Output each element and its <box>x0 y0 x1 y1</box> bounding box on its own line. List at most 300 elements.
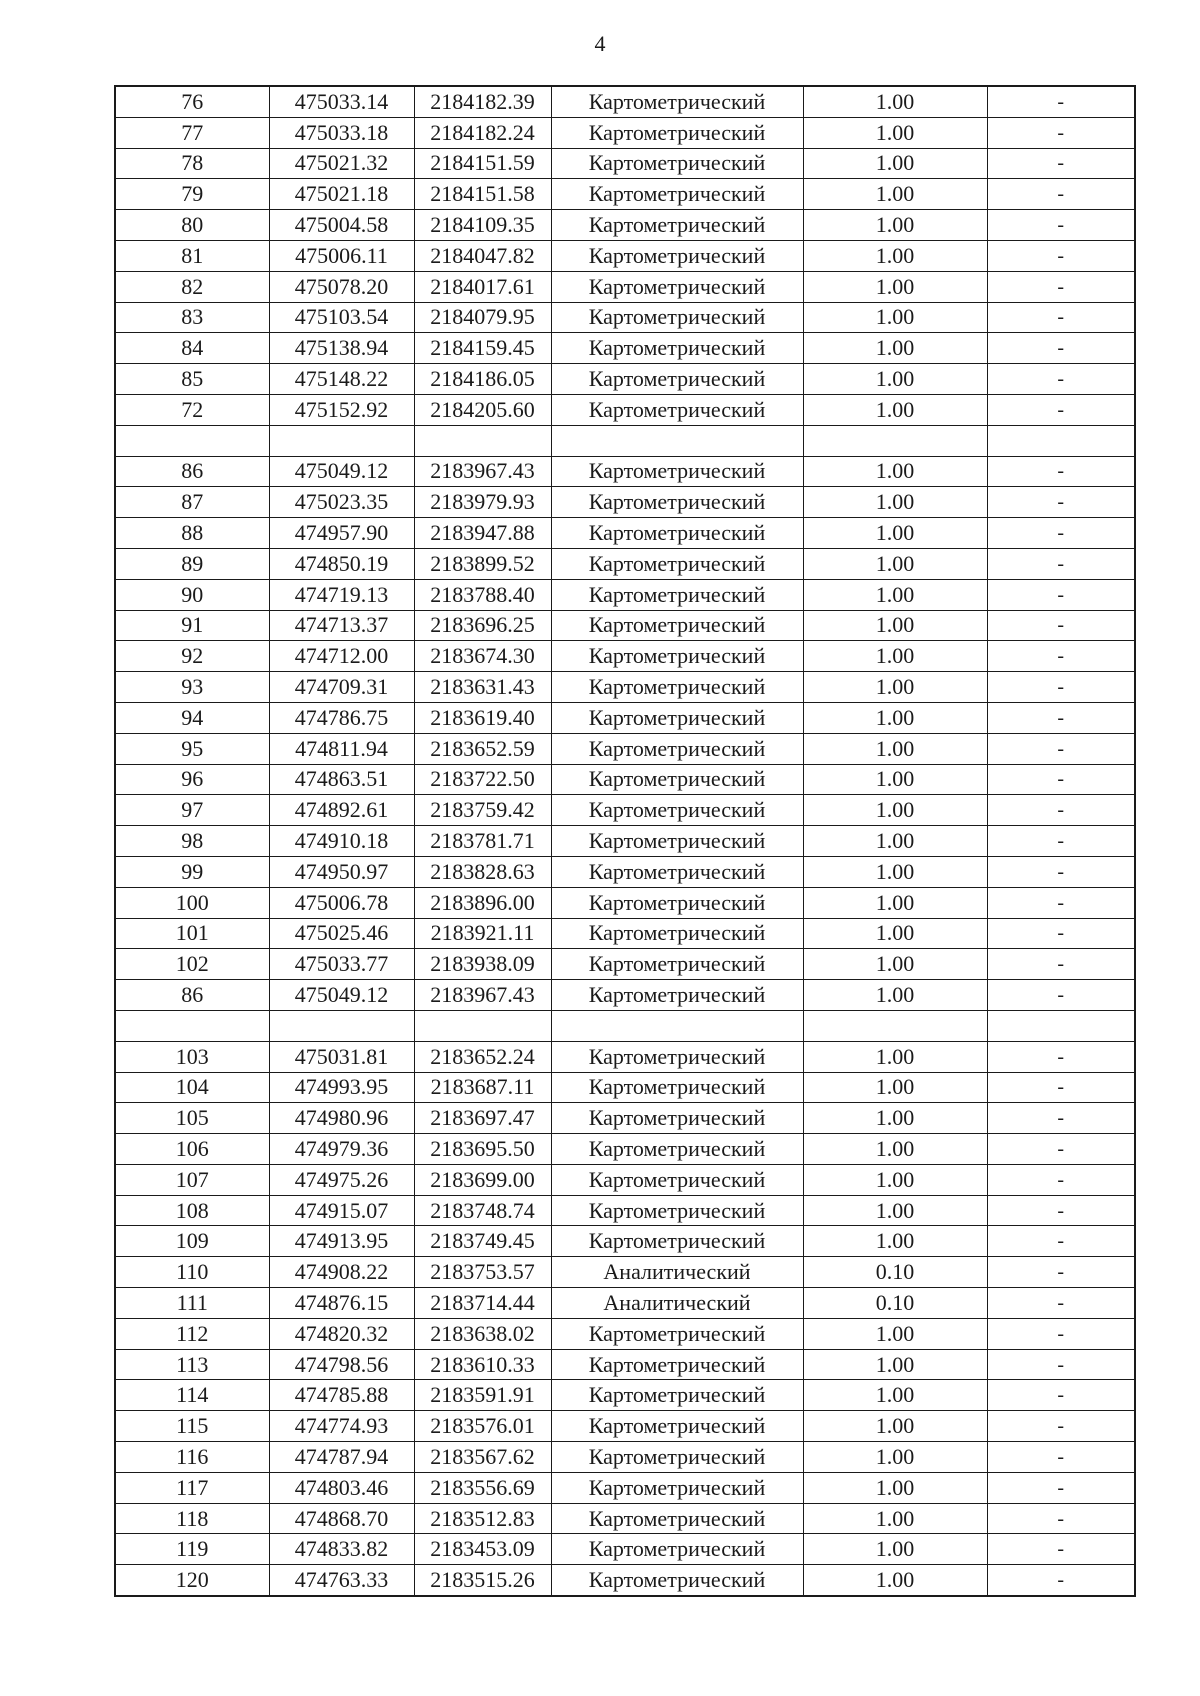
point-number-cell: 88 <box>115 518 269 549</box>
table-row <box>115 548 1135 579</box>
point-number-cell: 93 <box>115 672 269 703</box>
x-coordinate-cell: 474820.32 <box>269 1318 414 1349</box>
description-cell: - <box>987 1164 1135 1195</box>
point-number-cell: 110 <box>115 1257 269 1288</box>
y-coordinate-cell: 2184017.61 <box>414 271 551 302</box>
method-cell: Картометрический <box>551 856 803 887</box>
table-row <box>115 1380 1135 1411</box>
y-coordinate-cell: 2184151.59 <box>414 148 551 179</box>
method-cell: Картометрический <box>551 548 803 579</box>
method-cell: Картометрический <box>551 1534 803 1565</box>
accuracy-cell: 1.00 <box>803 548 987 579</box>
y-coordinate-cell: 2183556.69 <box>414 1472 551 1503</box>
accuracy-cell: 1.00 <box>803 949 987 980</box>
accuracy-cell <box>803 1010 987 1041</box>
y-coordinate-cell: 2183631.43 <box>414 672 551 703</box>
accuracy-cell: 1.00 <box>803 702 987 733</box>
accuracy-cell: 1.00 <box>803 826 987 857</box>
accuracy-cell: 1.00 <box>803 1318 987 1349</box>
table-row <box>115 887 1135 918</box>
method-cell: Картометрический <box>551 1380 803 1411</box>
y-coordinate-cell: 2183921.11 <box>414 918 551 949</box>
table-row <box>115 672 1135 703</box>
point-number-cell: 86 <box>115 456 269 487</box>
accuracy-cell: 1.00 <box>803 641 987 672</box>
x-coordinate-cell: 474868.70 <box>269 1503 414 1534</box>
table-row <box>115 487 1135 518</box>
description-cell: - <box>987 1041 1135 1072</box>
point-number-cell: 106 <box>115 1134 269 1165</box>
point-number-cell: 80 <box>115 210 269 241</box>
table-row <box>115 271 1135 302</box>
x-coordinate-cell: 474876.15 <box>269 1288 414 1319</box>
point-number-cell: 72 <box>115 394 269 425</box>
x-coordinate-cell: 475033.18 <box>269 117 414 148</box>
description-cell: - <box>987 148 1135 179</box>
table-row <box>115 641 1135 672</box>
table-row <box>115 764 1135 795</box>
y-coordinate-cell: 2183967.43 <box>414 456 551 487</box>
x-coordinate-cell: 474993.95 <box>269 1072 414 1103</box>
method-cell: Картометрический <box>551 1164 803 1195</box>
y-coordinate-cell: 2183576.01 <box>414 1411 551 1442</box>
table-row <box>115 148 1135 179</box>
accuracy-cell: 1.00 <box>803 210 987 241</box>
point-number-cell: 116 <box>115 1442 269 1473</box>
method-cell: Картометрический <box>551 1041 803 1072</box>
point-number-cell: 109 <box>115 1226 269 1257</box>
method-cell: Картометрический <box>551 1472 803 1503</box>
method-cell: Картометрический <box>551 1565 803 1596</box>
accuracy-cell: 1.00 <box>803 364 987 395</box>
method-cell: Картометрический <box>551 487 803 518</box>
description-cell: - <box>987 271 1135 302</box>
y-coordinate-cell: 2183453.09 <box>414 1534 551 1565</box>
table-row <box>115 1226 1135 1257</box>
table-row <box>115 210 1135 241</box>
x-coordinate-cell <box>269 1010 414 1041</box>
x-coordinate-cell: 474787.94 <box>269 1442 414 1473</box>
description-cell: - <box>987 672 1135 703</box>
accuracy-cell: 1.00 <box>803 887 987 918</box>
point-number-cell: 86 <box>115 980 269 1011</box>
method-cell <box>551 1010 803 1041</box>
accuracy-cell: 1.00 <box>803 240 987 271</box>
method-cell: Картометрический <box>551 518 803 549</box>
method-cell: Картометрический <box>551 179 803 210</box>
accuracy-cell <box>803 425 987 456</box>
x-coordinate-cell: 474713.37 <box>269 610 414 641</box>
method-cell: Аналитический <box>551 1288 803 1319</box>
description-cell: - <box>987 1226 1135 1257</box>
x-coordinate-cell: 475031.81 <box>269 1041 414 1072</box>
y-coordinate-cell: 2183638.02 <box>414 1318 551 1349</box>
method-cell: Картометрический <box>551 733 803 764</box>
accuracy-cell: 1.00 <box>803 518 987 549</box>
description-cell <box>987 1010 1135 1041</box>
method-cell: Картометрический <box>551 394 803 425</box>
x-coordinate-cell: 475138.94 <box>269 333 414 364</box>
y-coordinate-cell: 2183674.30 <box>414 641 551 672</box>
y-coordinate-cell: 2183591.91 <box>414 1380 551 1411</box>
table-row <box>115 1349 1135 1380</box>
point-number-cell: 115 <box>115 1411 269 1442</box>
y-coordinate-cell: 2183652.24 <box>414 1041 551 1072</box>
table-separator-row <box>115 425 1135 456</box>
point-number-cell: 118 <box>115 1503 269 1534</box>
x-coordinate-cell: 474892.61 <box>269 795 414 826</box>
point-number-cell: 95 <box>115 733 269 764</box>
y-coordinate-cell: 2183781.71 <box>414 826 551 857</box>
y-coordinate-cell <box>414 425 551 456</box>
table-row <box>115 1134 1135 1165</box>
accuracy-cell: 1.00 <box>803 271 987 302</box>
y-coordinate-cell: 2183610.33 <box>414 1349 551 1380</box>
method-cell: Картометрический <box>551 302 803 333</box>
accuracy-cell: 1.00 <box>803 856 987 887</box>
description-cell: - <box>987 179 1135 210</box>
table-row <box>115 918 1135 949</box>
method-cell: Картометрический <box>551 918 803 949</box>
y-coordinate-cell: 2183695.50 <box>414 1134 551 1165</box>
y-coordinate-cell: 2184047.82 <box>414 240 551 271</box>
y-coordinate-cell: 2183896.00 <box>414 887 551 918</box>
method-cell: Картометрический <box>551 1134 803 1165</box>
accuracy-cell: 1.00 <box>803 1195 987 1226</box>
point-number-cell <box>115 425 269 456</box>
x-coordinate-cell: 475148.22 <box>269 364 414 395</box>
description-cell: - <box>987 117 1135 148</box>
accuracy-cell: 1.00 <box>803 487 987 518</box>
point-number-cell: 85 <box>115 364 269 395</box>
x-coordinate-cell: 474811.94 <box>269 733 414 764</box>
description-cell: - <box>987 1288 1135 1319</box>
y-coordinate-cell: 2183699.00 <box>414 1164 551 1195</box>
x-coordinate-cell: 475021.18 <box>269 179 414 210</box>
method-cell: Картометрический <box>551 364 803 395</box>
point-number-cell: 76 <box>115 86 269 117</box>
point-number-cell: 112 <box>115 1318 269 1349</box>
table-row <box>115 1288 1135 1319</box>
accuracy-cell: 1.00 <box>803 610 987 641</box>
description-cell: - <box>987 1195 1135 1226</box>
x-coordinate-cell: 474975.26 <box>269 1164 414 1195</box>
method-cell: Картометрический <box>551 1072 803 1103</box>
y-coordinate-cell: 2183696.25 <box>414 610 551 641</box>
point-number-cell: 77 <box>115 117 269 148</box>
point-number-cell: 103 <box>115 1041 269 1072</box>
y-coordinate-cell: 2184079.95 <box>414 302 551 333</box>
table-row <box>115 702 1135 733</box>
y-coordinate-cell: 2183788.40 <box>414 579 551 610</box>
table-row <box>115 1472 1135 1503</box>
method-cell: Картометрический <box>551 610 803 641</box>
x-coordinate-cell: 474763.33 <box>269 1565 414 1596</box>
table-row <box>115 1318 1135 1349</box>
y-coordinate-cell: 2184186.05 <box>414 364 551 395</box>
description-cell: - <box>987 487 1135 518</box>
table-row <box>115 333 1135 364</box>
description-cell: - <box>987 887 1135 918</box>
description-cell: - <box>987 302 1135 333</box>
method-cell: Картометрический <box>551 148 803 179</box>
point-number-cell: 78 <box>115 148 269 179</box>
y-coordinate-cell <box>414 1010 551 1041</box>
y-coordinate-cell: 2183938.09 <box>414 949 551 980</box>
table-row <box>115 1503 1135 1534</box>
table-row <box>115 1257 1135 1288</box>
table-row <box>115 733 1135 764</box>
method-cell: Картометрический <box>551 210 803 241</box>
y-coordinate-cell: 2183748.74 <box>414 1195 551 1226</box>
table-row <box>115 1041 1135 1072</box>
y-coordinate-cell: 2183652.59 <box>414 733 551 764</box>
y-coordinate-cell: 2183828.63 <box>414 856 551 887</box>
x-coordinate-cell <box>269 425 414 456</box>
y-coordinate-cell: 2183567.62 <box>414 1442 551 1473</box>
point-number-cell: 108 <box>115 1195 269 1226</box>
y-coordinate-cell: 2183753.57 <box>414 1257 551 1288</box>
table-row <box>115 456 1135 487</box>
x-coordinate-cell: 475004.58 <box>269 210 414 241</box>
accuracy-cell: 1.00 <box>803 1565 987 1596</box>
table-row <box>115 86 1135 117</box>
accuracy-cell: 1.00 <box>803 980 987 1011</box>
table-row <box>115 856 1135 887</box>
point-number-cell: 79 <box>115 179 269 210</box>
y-coordinate-cell: 2184151.58 <box>414 179 551 210</box>
point-number-cell: 98 <box>115 826 269 857</box>
accuracy-cell: 1.00 <box>803 672 987 703</box>
description-cell: - <box>987 1349 1135 1380</box>
accuracy-cell: 1.00 <box>803 179 987 210</box>
description-cell: - <box>987 1503 1135 1534</box>
point-number-cell: 83 <box>115 302 269 333</box>
description-cell: - <box>987 1380 1135 1411</box>
method-cell: Картометрический <box>551 271 803 302</box>
x-coordinate-cell: 474957.90 <box>269 518 414 549</box>
accuracy-cell: 1.00 <box>803 333 987 364</box>
method-cell: Картометрический <box>551 949 803 980</box>
y-coordinate-cell: 2183759.42 <box>414 795 551 826</box>
method-cell: Картометрический <box>551 1195 803 1226</box>
description-cell: - <box>987 1072 1135 1103</box>
table-row <box>115 1103 1135 1134</box>
y-coordinate-cell: 2183749.45 <box>414 1226 551 1257</box>
y-coordinate-cell: 2183947.88 <box>414 518 551 549</box>
x-coordinate-cell: 475078.20 <box>269 271 414 302</box>
table-row <box>115 795 1135 826</box>
page-number: 4 <box>594 31 606 56</box>
table-row <box>115 364 1135 395</box>
description-cell: - <box>987 764 1135 795</box>
x-coordinate-cell: 475033.14 <box>269 86 414 117</box>
point-number-cell: 97 <box>115 795 269 826</box>
method-cell: Аналитический <box>551 1257 803 1288</box>
method-cell: Картометрический <box>551 672 803 703</box>
y-coordinate-cell: 2184159.45 <box>414 333 551 364</box>
accuracy-cell: 1.00 <box>803 764 987 795</box>
y-coordinate-cell: 2183687.11 <box>414 1072 551 1103</box>
description-cell: - <box>987 856 1135 887</box>
y-coordinate-cell: 2183979.93 <box>414 487 551 518</box>
x-coordinate-cell: 474785.88 <box>269 1380 414 1411</box>
x-coordinate-cell: 474719.13 <box>269 579 414 610</box>
point-number-cell: 119 <box>115 1534 269 1565</box>
x-coordinate-cell: 474833.82 <box>269 1534 414 1565</box>
description-cell: - <box>987 641 1135 672</box>
accuracy-cell: 1.00 <box>803 1164 987 1195</box>
table-row <box>115 518 1135 549</box>
table-row <box>115 1411 1135 1442</box>
accuracy-cell: 1.00 <box>803 117 987 148</box>
x-coordinate-cell: 475103.54 <box>269 302 414 333</box>
table-row <box>115 1534 1135 1565</box>
method-cell: Картометрический <box>551 579 803 610</box>
x-coordinate-cell: 474709.31 <box>269 672 414 703</box>
description-cell: - <box>987 364 1135 395</box>
method-cell: Картометрический <box>551 86 803 117</box>
accuracy-cell: 0.10 <box>803 1288 987 1319</box>
description-cell: - <box>987 1318 1135 1349</box>
x-coordinate-cell: 474950.97 <box>269 856 414 887</box>
description-cell: - <box>987 795 1135 826</box>
method-cell: Картометрический <box>551 333 803 364</box>
x-coordinate-cell: 474863.51 <box>269 764 414 795</box>
method-cell: Картометрический <box>551 1318 803 1349</box>
description-cell: - <box>987 210 1135 241</box>
x-coordinate-cell: 474913.95 <box>269 1226 414 1257</box>
method-cell: Картометрический <box>551 240 803 271</box>
point-number-cell: 117 <box>115 1472 269 1503</box>
y-coordinate-cell: 2184205.60 <box>414 394 551 425</box>
method-cell: Картометрический <box>551 702 803 733</box>
method-cell: Картометрический <box>551 641 803 672</box>
point-number-cell: 94 <box>115 702 269 733</box>
table-row <box>115 579 1135 610</box>
y-coordinate-cell: 2183515.26 <box>414 1565 551 1596</box>
description-cell: - <box>987 918 1135 949</box>
x-coordinate-cell: 475049.12 <box>269 456 414 487</box>
x-coordinate-cell: 475023.35 <box>269 487 414 518</box>
accuracy-cell: 1.00 <box>803 1503 987 1534</box>
y-coordinate-cell: 2183512.83 <box>414 1503 551 1534</box>
accuracy-cell: 1.00 <box>803 86 987 117</box>
description-cell: - <box>987 1411 1135 1442</box>
point-number-cell: 104 <box>115 1072 269 1103</box>
table-row <box>115 1164 1135 1195</box>
accuracy-cell: 1.00 <box>803 795 987 826</box>
table-row <box>115 1442 1135 1473</box>
description-cell: - <box>987 1565 1135 1596</box>
point-number-cell: 99 <box>115 856 269 887</box>
x-coordinate-cell: 475025.46 <box>269 918 414 949</box>
point-number-cell: 84 <box>115 333 269 364</box>
accuracy-cell: 0.10 <box>803 1257 987 1288</box>
description-cell: - <box>987 1257 1135 1288</box>
x-coordinate-cell: 474712.00 <box>269 641 414 672</box>
table-row <box>115 1565 1135 1596</box>
description-cell: - <box>987 1134 1135 1165</box>
y-coordinate-cell: 2183714.44 <box>414 1288 551 1319</box>
accuracy-cell: 1.00 <box>803 1380 987 1411</box>
point-number-cell: 101 <box>115 918 269 949</box>
description-cell: - <box>987 610 1135 641</box>
y-coordinate-cell: 2184182.24 <box>414 117 551 148</box>
accuracy-cell: 1.00 <box>803 1041 987 1072</box>
x-coordinate-cell: 475049.12 <box>269 980 414 1011</box>
x-coordinate-cell: 474774.93 <box>269 1411 414 1442</box>
method-cell: Картометрический <box>551 1411 803 1442</box>
accuracy-cell: 1.00 <box>803 1226 987 1257</box>
x-coordinate-cell: 474980.96 <box>269 1103 414 1134</box>
x-coordinate-cell: 474910.18 <box>269 826 414 857</box>
point-number-cell: 113 <box>115 1349 269 1380</box>
accuracy-cell: 1.00 <box>803 302 987 333</box>
table-row <box>115 949 1135 980</box>
table-row <box>115 610 1135 641</box>
point-number-cell: 87 <box>115 487 269 518</box>
table-separator-row <box>115 1010 1135 1041</box>
description-cell: - <box>987 1534 1135 1565</box>
x-coordinate-cell: 474979.36 <box>269 1134 414 1165</box>
point-number-cell: 107 <box>115 1164 269 1195</box>
accuracy-cell: 1.00 <box>803 1072 987 1103</box>
point-number-cell: 114 <box>115 1380 269 1411</box>
table-row <box>115 1072 1135 1103</box>
description-cell: - <box>987 86 1135 117</box>
accuracy-cell: 1.00 <box>803 1349 987 1380</box>
description-cell: - <box>987 518 1135 549</box>
coordinates-table-body <box>115 86 1135 1596</box>
x-coordinate-cell: 475006.11 <box>269 240 414 271</box>
description-cell: - <box>987 980 1135 1011</box>
description-cell: - <box>987 702 1135 733</box>
method-cell: Картометрический <box>551 1349 803 1380</box>
y-coordinate-cell: 2183899.52 <box>414 548 551 579</box>
point-number-cell: 89 <box>115 548 269 579</box>
method-cell: Картометрический <box>551 826 803 857</box>
method-cell: Картометрический <box>551 456 803 487</box>
description-cell: - <box>987 456 1135 487</box>
method-cell: Картометрический <box>551 1226 803 1257</box>
description-cell: - <box>987 579 1135 610</box>
accuracy-cell: 1.00 <box>803 456 987 487</box>
y-coordinate-cell: 2184182.39 <box>414 86 551 117</box>
method-cell: Картометрический <box>551 795 803 826</box>
description-cell: - <box>987 1442 1135 1473</box>
point-number-cell: 81 <box>115 240 269 271</box>
accuracy-cell: 1.00 <box>803 1411 987 1442</box>
accuracy-cell: 1.00 <box>803 394 987 425</box>
accuracy-cell: 1.00 <box>803 579 987 610</box>
point-number-cell: 111 <box>115 1288 269 1319</box>
accuracy-cell: 1.00 <box>803 1472 987 1503</box>
x-coordinate-cell: 475033.77 <box>269 949 414 980</box>
accuracy-cell: 1.00 <box>803 148 987 179</box>
description-cell: - <box>987 240 1135 271</box>
method-cell: Картометрический <box>551 1503 803 1534</box>
description-cell: - <box>987 826 1135 857</box>
x-coordinate-cell: 474803.46 <box>269 1472 414 1503</box>
y-coordinate-cell: 2183697.47 <box>414 1103 551 1134</box>
table-row <box>115 179 1135 210</box>
method-cell: Картометрический <box>551 1442 803 1473</box>
y-coordinate-cell: 2183722.50 <box>414 764 551 795</box>
coordinates-table <box>114 85 1136 1597</box>
accuracy-cell: 1.00 <box>803 1103 987 1134</box>
description-cell <box>987 425 1135 456</box>
